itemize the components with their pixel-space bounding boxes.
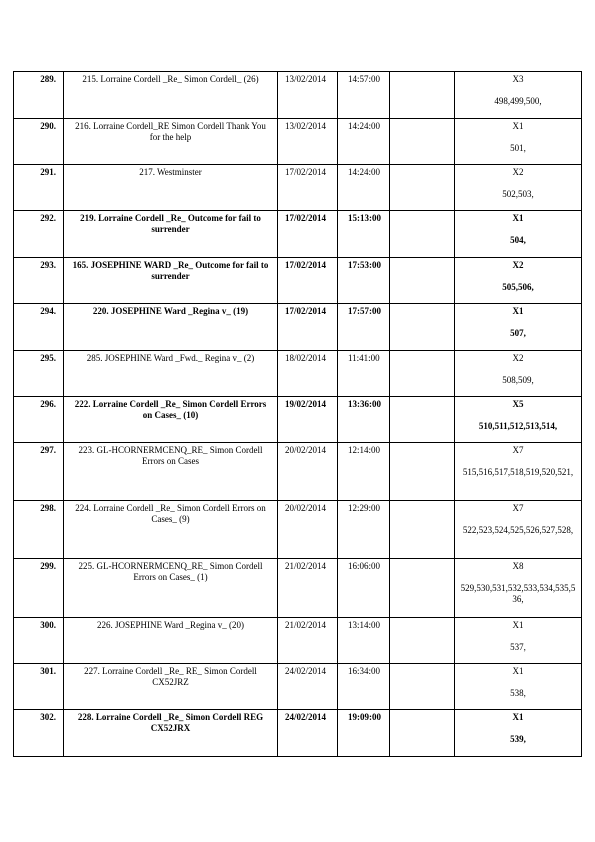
email-subject: 222. Lorraine Cordell _Re_ Simon Cordell Errors on Cases_ (10) [74,399,267,420]
subject-cell [64,710,278,757]
page-references: 498,499,500, [494,96,542,106]
table-row [14,304,582,351]
row-number: 297. [40,445,56,455]
time-cell [338,119,390,165]
email-time: 14:24:00 [348,167,381,177]
reference-cell [455,559,582,618]
page-references: 538, [510,688,526,698]
reference-cell [455,443,582,501]
row-number-cell [14,211,64,258]
subject-cell [64,351,278,397]
email-subject: 215. Lorraine Cordell _Re_ Simon Cordell_ (26) [82,74,259,84]
time-cell [338,351,390,397]
subject-cell [64,258,278,304]
date-cell [278,443,338,501]
email-subject: 224. Lorraine Cordell _Re_ Simon Cordell Errors on Cases_ (9) [75,503,266,524]
table-row [14,664,582,710]
row-number-cell [14,710,64,757]
email-time: 13:14:00 [348,620,381,630]
email-subject: 216. Lorraine Cordell_RE Simon Cordell Thank You for the help [75,121,266,142]
empty-cell [390,119,455,165]
empty-cell [390,501,455,559]
empty-cell [390,559,455,618]
row-number: 302. [40,712,56,722]
document-table [13,71,582,757]
row-number-cell [14,258,64,304]
email-date: 13/02/2014 [285,74,327,84]
empty-cell [390,304,455,351]
row-number-cell [14,443,64,501]
row-number-cell [14,119,64,165]
row-number-cell [14,501,64,559]
email-subject: 165. JOSEPHINE WARD _Re_ Outcome for fail to surrender [72,260,269,281]
table-row [14,72,582,119]
email-subject: 219. Lorraine Cordell _Re_ Outcome for fail to surrender [80,213,261,234]
date-cell [278,397,338,443]
email-subject: 227. Lorraine Cordell _Re_ RE_ Simon Cordell CX52JRZ [84,666,257,687]
page-references: 537, [510,642,526,652]
email-subject: 223. GL-HCORNERMCENQ_RE_ Simon Cordell Errors on Cases [78,445,263,466]
page-references: 529,530,531,532,533,534,535,536, [460,583,576,604]
reference-cell [455,501,582,559]
attachment-count: X7 [512,445,524,455]
attachment-count: X1 [512,666,524,676]
email-time: 17:57:00 [348,306,381,316]
empty-cell [390,664,455,710]
date-cell [278,559,338,618]
row-number: 299. [40,561,56,571]
row-number-cell [14,351,64,397]
page-references: 539, [510,734,526,744]
empty-cell [390,618,455,664]
email-subject: 220. JOSEPHINE Ward _Regina v_ (19) [92,306,249,316]
attachment-count: X2 [512,167,524,177]
email-date: 21/02/2014 [285,561,327,571]
reference-cell [455,304,582,351]
time-cell [338,72,390,119]
email-subject: 228. Lorraine Cordell _Re_ Simon Cordell REG CX52JRX [77,712,264,733]
time-cell [338,501,390,559]
date-cell [278,72,338,119]
time-cell [338,165,390,211]
email-time: 16:34:00 [348,666,381,676]
subject-cell [64,72,278,119]
row-number: 293. [40,260,56,270]
empty-cell [390,72,455,119]
email-time: 14:24:00 [348,121,381,131]
date-cell [278,165,338,211]
row-number: 291. [40,167,56,177]
table-row [14,397,582,443]
attachment-count: X1 [512,620,524,630]
table-row [14,258,582,304]
email-date: 17/02/2014 [285,306,327,316]
row-number: 289. [40,74,56,84]
email-subject: 217. Westminster [139,167,202,177]
empty-cell [390,351,455,397]
empty-cell [390,258,455,304]
attachment-count: X1 [512,213,524,223]
date-cell [278,258,338,304]
table-row [14,710,582,757]
table-row [14,618,582,664]
email-date: 17/02/2014 [285,167,327,177]
email-date: 17/02/2014 [285,213,327,223]
subject-cell [64,618,278,664]
date-cell [278,211,338,258]
date-cell [278,501,338,559]
reference-cell [455,119,582,165]
attachment-count: X3 [512,74,524,84]
attachment-count: X2 [512,260,524,270]
date-cell [278,664,338,710]
reference-cell [455,618,582,664]
row-number: 292. [40,213,56,223]
page-references: 515,516,517,518,519,520,521, [462,467,574,477]
page-references: 507, [510,328,526,338]
subject-cell [64,165,278,211]
subject-cell [64,664,278,710]
reference-cell [455,165,582,211]
row-number-cell [14,618,64,664]
row-number: 296. [40,399,56,409]
email-date: 20/02/2014 [285,445,327,455]
table-row [14,501,582,559]
attachment-count: X2 [512,353,524,363]
email-time: 19:09:00 [348,712,381,722]
row-number-cell [14,664,64,710]
subject-cell [64,304,278,351]
reference-cell [455,710,582,757]
row-number-cell [14,304,64,351]
table-body [14,72,582,757]
subject-cell [64,501,278,559]
reference-cell [455,211,582,258]
email-date: 18/02/2014 [285,353,327,363]
row-number: 290. [40,121,56,131]
email-time: 12:14:00 [348,445,381,455]
reference-cell [455,351,582,397]
row-number: 300. [40,620,56,630]
empty-cell [390,443,455,501]
row-number: 294. [40,306,56,316]
empty-cell [390,211,455,258]
subject-cell [64,443,278,501]
page-references: 508,509, [502,375,534,385]
email-time: 13:36:00 [348,399,381,409]
empty-cell [390,165,455,211]
page-references: 502,503, [502,189,534,199]
subject-cell [64,119,278,165]
subject-cell [64,559,278,618]
row-number: 295. [40,353,56,363]
row-number-cell [14,559,64,618]
email-subject: 225. GL-HCORNERMCENQ_RE_ Simon Cordell Errors on Cases_ (1) [78,561,263,582]
table-row [14,559,582,618]
reference-cell [455,258,582,304]
date-cell [278,710,338,757]
row-number: 301. [40,666,56,676]
time-cell [338,258,390,304]
row-number-cell [14,72,64,119]
email-time: 12:29:00 [348,503,381,513]
row-number: 298. [40,503,56,513]
attachment-count: X1 [512,712,524,722]
page-references: 522,523,524,525,526,527,528, [462,525,574,535]
table-row [14,351,582,397]
email-time: 17:53:00 [348,260,381,270]
reference-cell [455,72,582,119]
table-row [14,443,582,501]
table-row [14,211,582,258]
table-row [14,119,582,165]
time-cell [338,397,390,443]
subject-cell [64,211,278,258]
subject-cell [64,397,278,443]
time-cell [338,710,390,757]
attachment-count: X1 [512,306,524,316]
page-references: 505,506, [502,282,534,292]
attachment-count: X8 [512,561,524,571]
empty-cell [390,397,455,443]
date-cell [278,304,338,351]
time-cell [338,618,390,664]
time-cell [338,443,390,501]
time-cell [338,559,390,618]
time-cell [338,304,390,351]
reference-cell [455,664,582,710]
email-time: 15:13:00 [348,213,381,223]
email-date: 17/02/2014 [285,260,327,270]
page-references: 510,511,512,513,514, [478,421,558,431]
attachment-count: X1 [512,121,524,131]
attachment-count: X5 [512,399,524,409]
email-date: 20/02/2014 [285,503,327,513]
date-cell [278,618,338,664]
row-number-cell [14,397,64,443]
reference-cell [455,397,582,443]
empty-cell [390,710,455,757]
email-date: 24/02/2014 [285,712,327,722]
email-time: 14:57:00 [348,74,381,84]
date-cell [278,119,338,165]
email-time: 11:41:00 [348,353,380,363]
row-number-cell [14,165,64,211]
email-date: 21/02/2014 [285,620,327,630]
attachment-count: X7 [512,503,524,513]
time-cell [338,664,390,710]
email-subject: 285. JOSEPHINE Ward _Fwd._ Regina v_ (2) [86,353,255,363]
page-references: 501, [510,143,526,153]
email-time: 16:06:00 [348,561,381,571]
date-cell [278,351,338,397]
time-cell [338,211,390,258]
email-date: 13/02/2014 [285,121,327,131]
table-row [14,165,582,211]
page-references: 504, [510,235,526,245]
email-date: 24/02/2014 [285,666,327,676]
email-subject: 226. JOSEPHINE Ward _Regina v_ (20) [96,620,245,630]
email-date: 19/02/2014 [285,399,327,409]
